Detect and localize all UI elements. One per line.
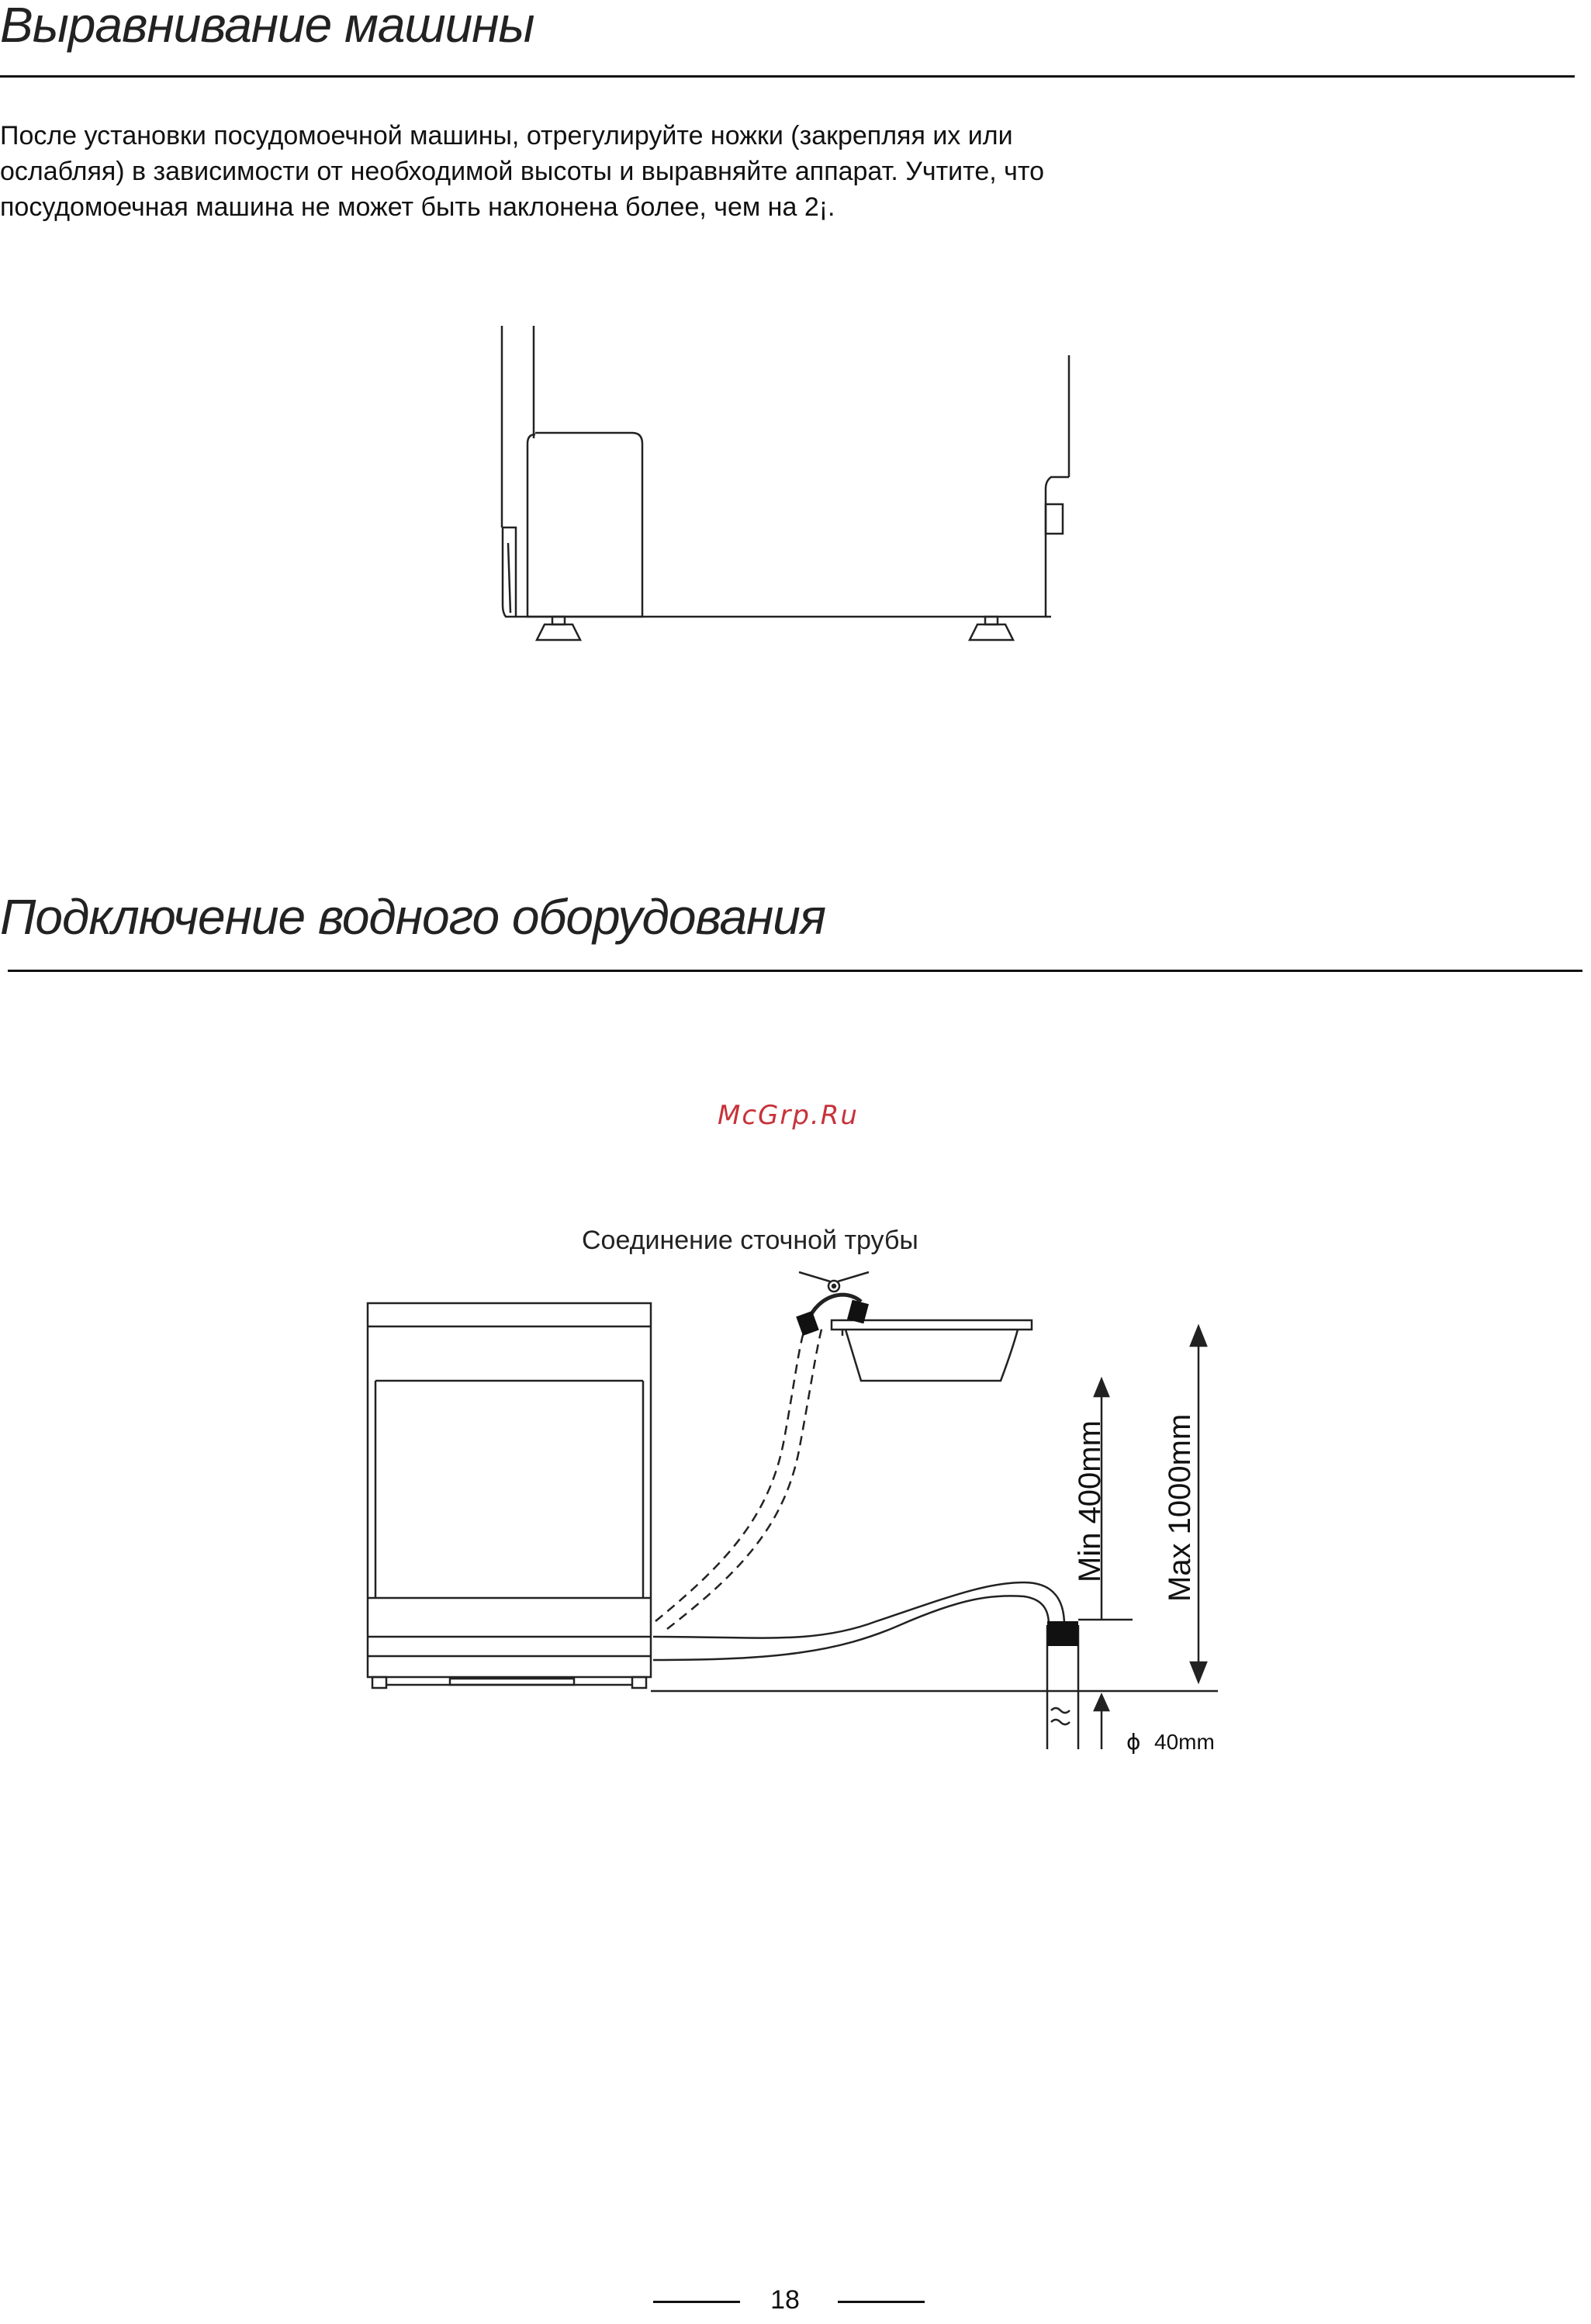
diameter-symbol: ϕ — [1126, 1729, 1141, 1755]
page-number-rule-left — [653, 2301, 740, 2303]
diameter-label: 40mm — [1154, 1730, 1215, 1754]
watermark: McGrp.Ru — [718, 1100, 859, 1131]
paragraph-line: После установки посудомоечной машины, отрегулируйте ножки (закрепляя их или — [0, 121, 1013, 150]
page-number: 18 — [770, 2285, 800, 2315]
paragraph-line: ослабляя) в зависимости от необходимой высоты и выравняйте аппарат. Учтите, что — [0, 157, 1044, 186]
page-number-rule-right — [838, 2301, 925, 2303]
min-height-label: Min 400mm — [1073, 1420, 1107, 1582]
section-title-water-connection: Подключение водного оборудования — [0, 889, 826, 945]
paragraph-line: посудомоечная машина не может быть наклонена более, чем на 2¡. — [0, 192, 835, 222]
max-height-label: Max 1000mm — [1163, 1413, 1197, 1602]
section-title-leveling: Выравнивание машины — [0, 0, 534, 53]
drain-connection-caption: Соединение сточной трубы — [582, 1226, 918, 1255]
